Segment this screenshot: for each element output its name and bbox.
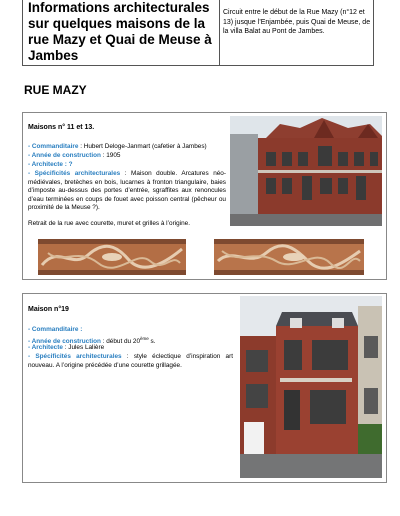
sgraffito-frieze-photo [214,239,364,275]
annee-line: - Année de construction : 1905 [28,152,121,159]
card-title: Maisons n° 11 et 13. [28,124,95,131]
commanditaire-line: - Commanditaire : [28,326,83,333]
note-line: Retrait de la rue avec courette, muret et grilles à l’origine. [28,220,190,227]
specificites-paragraph: - Spécificités architecturales : style éclectique d’inspiration art nouveau. A l’origine précédée d’une courette grillagée. [28,353,233,369]
brick-house-facade-photo [230,116,382,226]
sgraffito-frieze-photo [38,239,186,275]
specificites-paragraph: - Spécificités architecturales : Maison double. Arcatures néo-médiévales, bretèches en bois, lucarnes à fronton triangulaire, baies d’imposte au-dessus des portes d’entrée, sgraffites aux renoncules d’eau terminées en coups de fouet avec poisson central (pêcheur ou proximité de la Meuse ?). [28,170,226,212]
commanditaire-line: - Commanditaire : Hubert Deloge-Janmart (cafetier à Jambes) [28,143,207,150]
card-title: Maison n°19 [28,306,69,313]
architecte-line: - Architecte : ? [28,161,73,168]
architecte-line: - Architecte : Jules Lalière [28,344,105,351]
page-title: Informations architecturales sur quelques maisons de la rue Mazy et Quai de Meuse à Jambes [28,0,212,63]
annee-line: - Année de construction : début du 20ème s. [28,336,156,346]
brick-townhouse-photo [240,296,382,478]
circuit-description: Circuit entre le début de la Rue Mazy (n°12 et 13) jusque l’Enjambée, puis Quai de Meuse, de la villa Balat au Pont de Jambes. [223,9,371,35]
section-title: RUE MAZY [24,83,87,97]
header-divider [219,0,220,66]
